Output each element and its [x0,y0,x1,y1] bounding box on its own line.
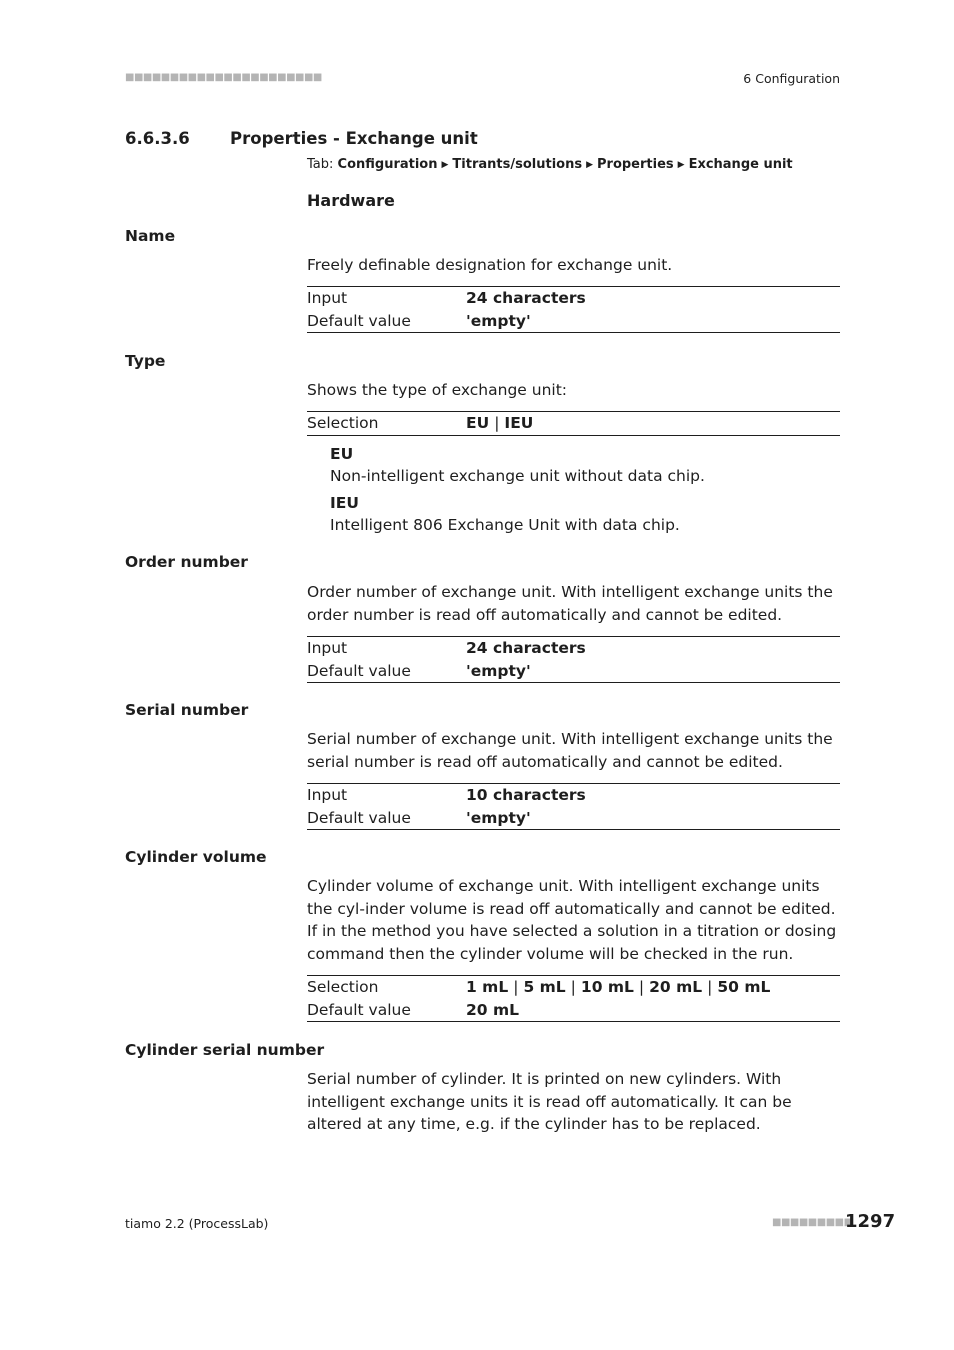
param-table-cylinder-volume [307,975,840,1022]
arrow-right-icon: ▶ [677,160,685,170]
row-key: Input [307,786,348,804]
row-value: 'empty' [466,808,531,827]
footer-decoration: ■■■■■■■■■ [772,1217,853,1228]
param-table-serial-number [307,783,840,830]
subheading-hardware: Hardware [307,191,395,210]
table-row [307,287,840,310]
row-key: Input [307,639,348,657]
param-label-serial-number: Serial number [125,701,249,719]
selection-option: 20 mL [649,978,703,996]
chapter-title: 6 Configuration [743,71,840,86]
table-row [307,807,840,830]
table-row [307,412,840,435]
breadcrumb-item: Titrants/solutions [452,157,583,172]
option-name-ieu: IEU [330,494,359,512]
arrow-right-icon: ▶ [586,160,593,170]
param-label-cylinder-volume: Cylinder volume [125,848,267,866]
page-number: 1297 [845,1211,896,1232]
breadcrumb-item: Properties [597,157,674,172]
section-number: 6.6.3.6 [125,129,190,148]
selection-option: EU [466,414,490,432]
row-value: 'empty' [466,661,531,680]
selection-option: IEU [504,414,534,432]
footer-product: tiamo 2.2 (ProcessLab) [125,1216,269,1231]
table-row [307,999,840,1022]
option-desc-eu: Non-intelligent exchange unit without data chip. [330,467,705,485]
param-label-cylinder-serial: Cylinder serial number [125,1041,325,1059]
selection-option: 5 mL [523,978,566,996]
param-desc-type: Shows the type of exchange unit: [307,381,567,399]
table-row [307,310,840,333]
param-desc-cylinder-serial: Serial number of cylinder. It is printed on new cylinders. With intelligent exchange units it is read off automatically. It can be altered at any time, e.g. if the cylinder has to be replaced. [307,1070,792,1134]
row-key: Selection [307,978,379,996]
row-value: 'empty' [466,311,531,330]
row-key: Default value [307,808,411,827]
row-value: 20 mL [466,1000,519,1019]
row-key: Default value [307,661,411,680]
table-row [307,976,840,999]
section-title: Properties - Exchange unit [230,129,478,148]
table-row [307,784,840,807]
param-desc-name: Freely definable designation for exchange unit. [307,256,673,274]
selection-option: 50 mL [717,978,771,996]
selection-option: 10 mL [580,978,634,996]
table-row [307,637,840,660]
row-value: 10 characters [466,786,586,804]
arrow-right-icon: ▶ [441,160,449,170]
header-decoration: ■■■■■■■■■■■■■■■■■■■■■■ [125,72,322,83]
tab-breadcrumb [307,157,793,172]
param-desc-order-number: Order number of exchange unit. With intelligent exchange units the order number is read off automatically and cannot be edited. [307,583,833,624]
param-desc-serial-number: Serial number of exchange unit. With intelligent exchange units the serial number is read off automatically and cannot be edited. [307,730,833,771]
param-table-type [307,411,840,436]
param-label-type: Type [125,352,166,370]
param-label-name: Name [125,227,176,245]
breadcrumb-item: Configuration [337,157,438,172]
option-name-eu: EU [330,445,354,463]
option-desc-ieu: Intelligent 806 Exchange Unit with data chip. [330,516,680,534]
tab-label: Tab: [307,157,334,172]
row-key: Input [307,289,348,307]
row-key: Selection [307,414,379,432]
param-desc-cylinder-volume: Cylinder volume of exchange unit. With intelligent exchange units the cyl-inder volume is read off automatically and cannot be edited. If in the method you have selected a solution in a titration or dosing command then the cylinder volume will be checked in the run. [307,877,837,963]
table-row [307,660,840,683]
row-value: 24 characters [466,639,586,657]
row-value: EU | IEU [466,414,534,432]
row-value: 24 characters [466,289,586,307]
param-table-order-number [307,636,840,683]
breadcrumb-item: Exchange unit [688,157,793,172]
row-value: 1 mL | 5 mL | 10 mL | 20 mL | 50 mL [466,978,771,996]
param-label-order-number: Order number [125,553,248,571]
selection-option: 1 mL [466,978,509,996]
row-key: Default value [307,311,411,330]
param-table-name [307,286,840,333]
row-key: Default value [307,1000,411,1019]
